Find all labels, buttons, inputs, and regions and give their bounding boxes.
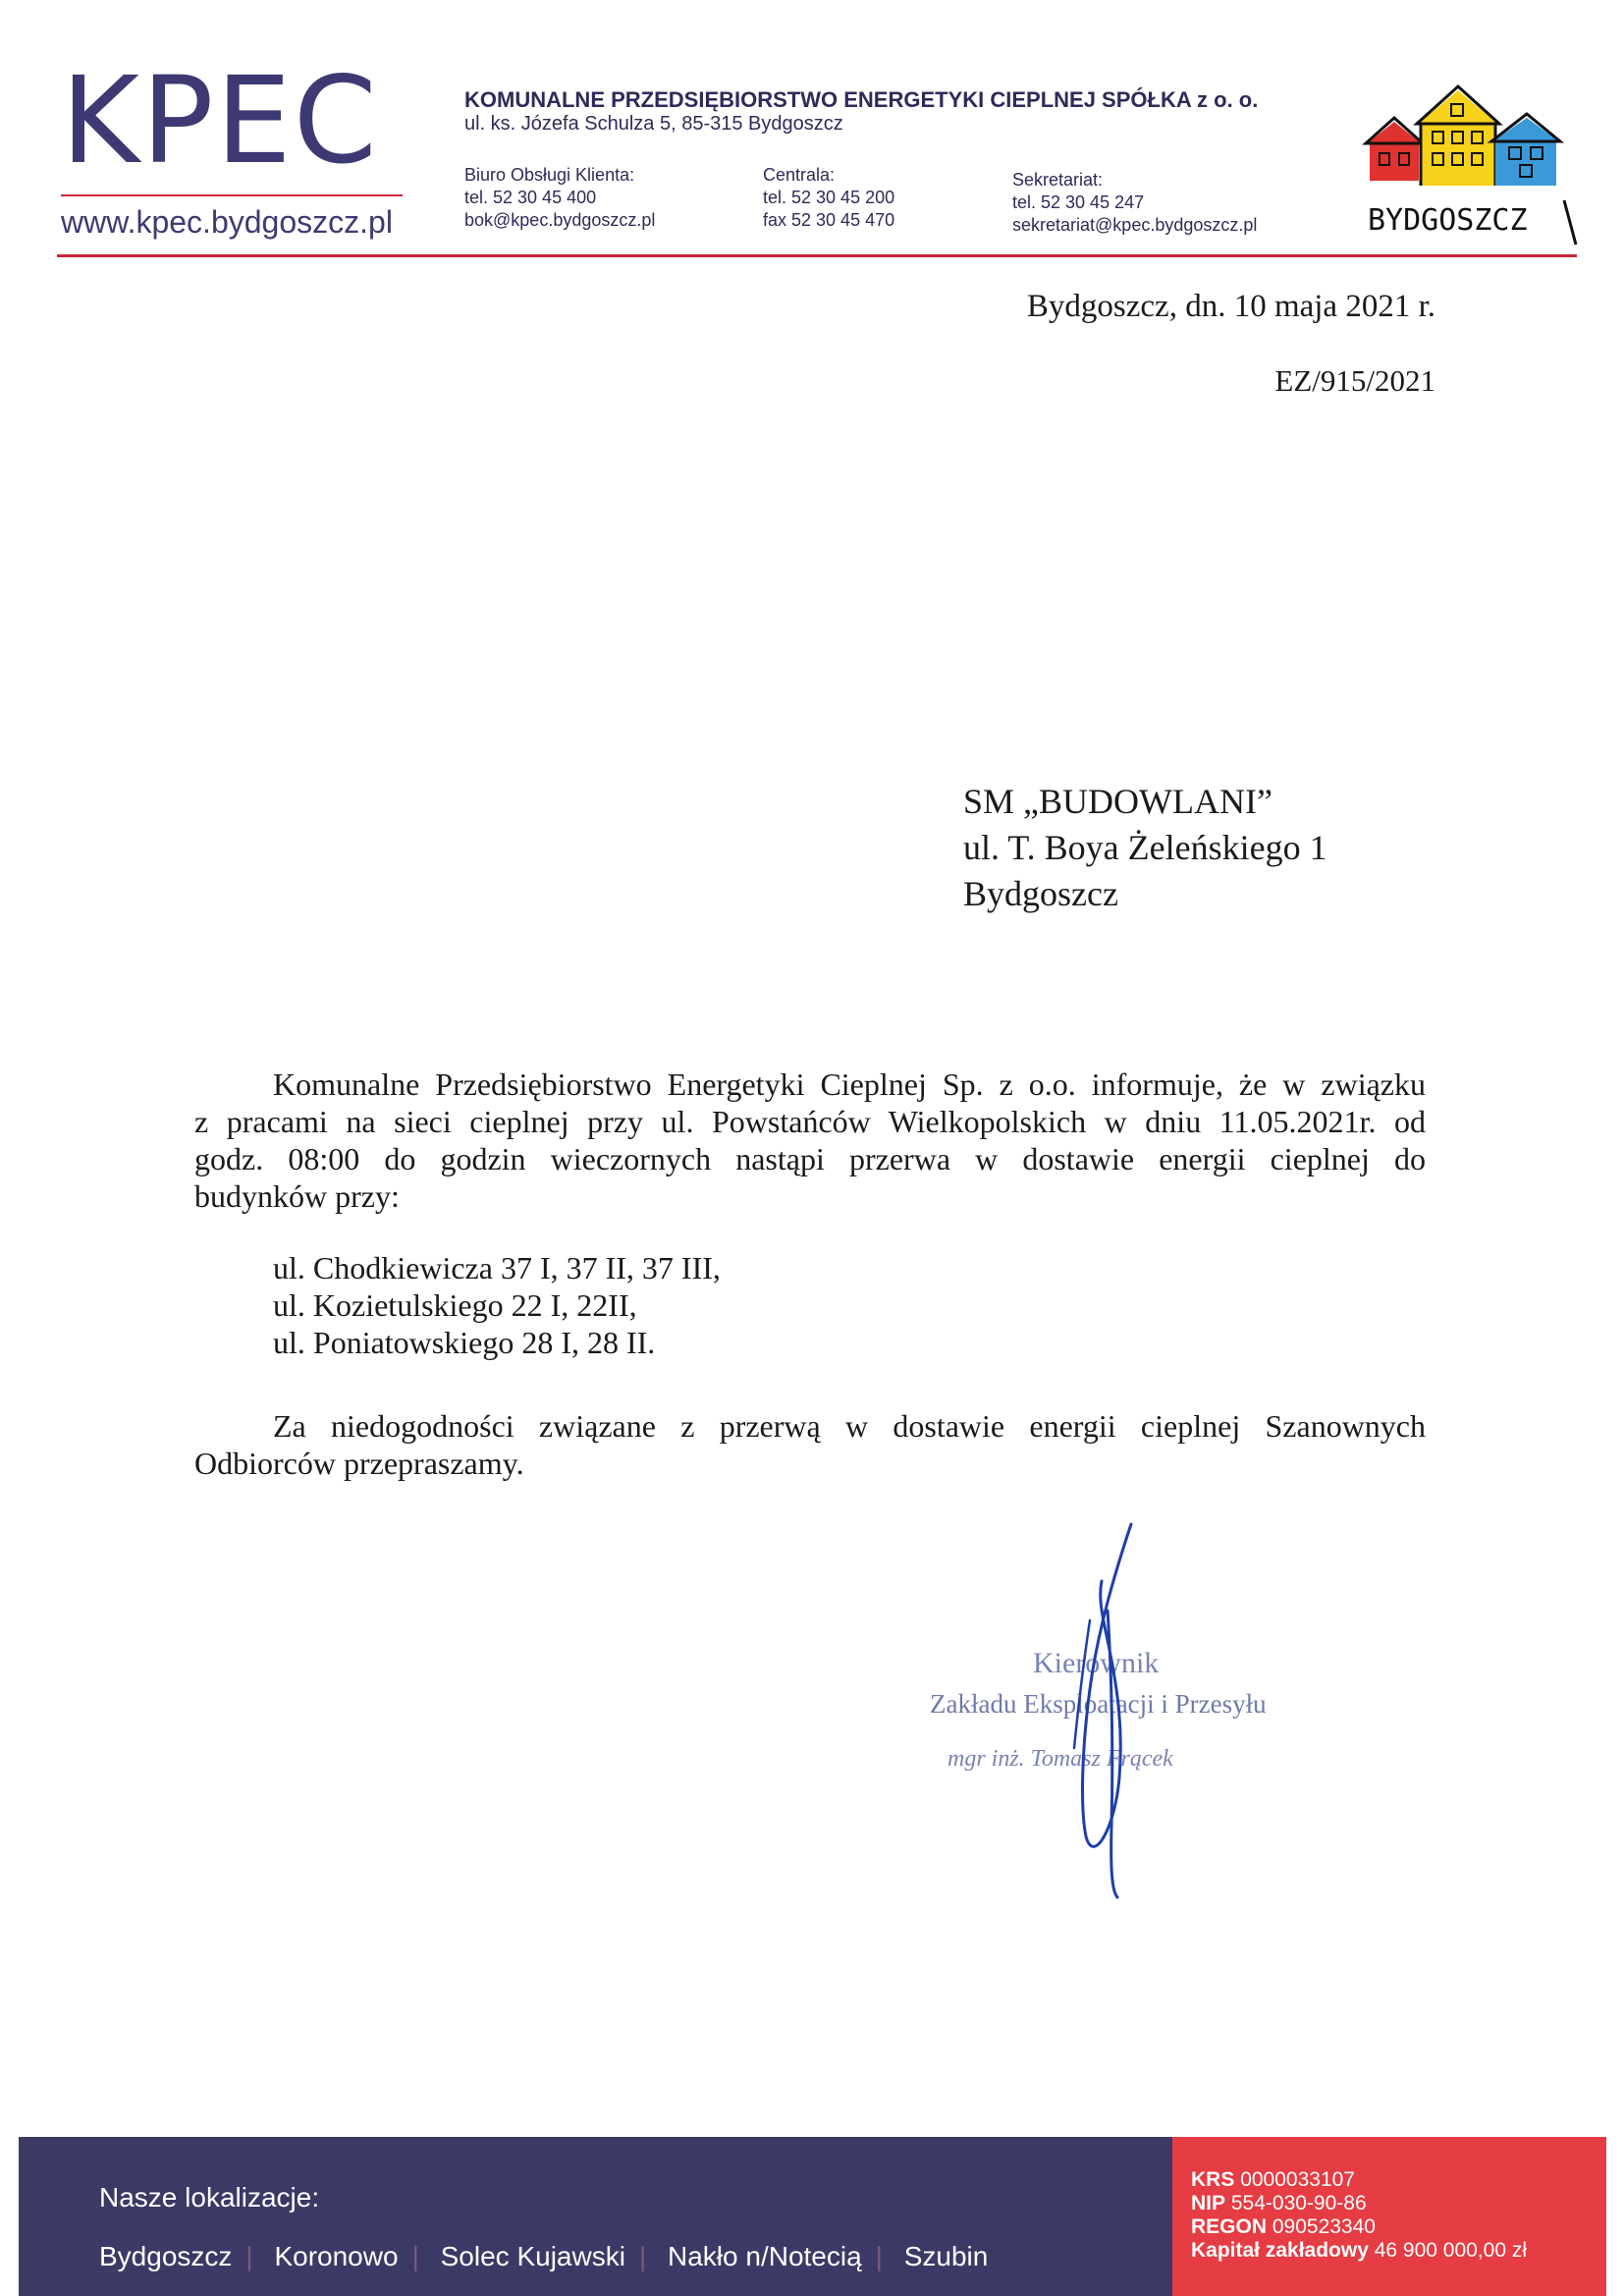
location-item: Bydgoszcz <box>99 2241 233 2271</box>
location-item: Nakło n/Notecią <box>668 2241 862 2271</box>
affected-addresses-list <box>273 1249 721 1361</box>
city-logo-text: BYDGOSZCZ <box>1368 203 1528 238</box>
registry-label: Kapitał zakładowy <box>1191 2239 1369 2262</box>
locations-list <box>99 2241 988 2272</box>
locations-title: Nasze lokalizacje: <box>99 2182 320 2213</box>
letter-date: Bydgoszcz, dn. 10 maja 2021 r. <box>1026 289 1435 324</box>
separator: | <box>875 2241 883 2271</box>
company-address: ul. ks. Józefa Schulza 5, 85-315 Bydgoszcz <box>464 113 843 135</box>
registry-nip <box>1191 2192 1527 2215</box>
location-item: Koronowo <box>274 2241 399 2271</box>
registry-label: NIP <box>1191 2192 1226 2214</box>
registry-value: 090523340 <box>1272 2215 1376 2238</box>
address-item: ul. Poniatowskiego 28 I, 28 II. <box>273 1325 656 1360</box>
paragraph-line: z pracami na sieci cieplnej przy ul. Powstańców Wielkopolskich w dniu 11.05.2021r. od <box>194 1104 1426 1139</box>
registry-regon <box>1191 2215 1527 2239</box>
recipient-name: SM „BUDOWLANI” <box>963 782 1272 821</box>
contact-email[interactable]: bok@kpec.bydgoszcz.pl <box>464 210 656 230</box>
recipient-block <box>963 779 1327 917</box>
recipient-street: ul. T. Boya Żeleńskiego 1 <box>963 828 1327 867</box>
address-item: ul. Chodkiewicza 37 I, 37 II, 37 III, <box>273 1250 721 1285</box>
registry-capital <box>1191 2239 1527 2263</box>
contact-switchboard <box>763 164 894 232</box>
letter-reference: EZ/915/2021 <box>1274 363 1435 398</box>
paragraph-line: godz. 08:00 do godzin wieczornych nastąpi przerwa w dostawie energii cieplnej do <box>194 1141 1426 1176</box>
contact-phone: tel. 52 30 45 400 <box>464 188 597 207</box>
stamp-department: Zakładu Eksploatacji i Przesyłu <box>930 1689 1267 1719</box>
separator: | <box>411 2241 419 2271</box>
address-item: ul. Kozietulskiego 22 I, 22II, <box>273 1287 637 1323</box>
red-house-icon <box>1366 118 1423 181</box>
handwritten-signature <box>1021 1512 1159 1905</box>
kpec-logo: KPEC <box>61 51 379 191</box>
contact-label: Centrala: <box>763 165 836 185</box>
paragraph-line: Odbiorców przepraszamy. <box>194 1446 524 1481</box>
yellow-house-icon <box>1417 86 1499 186</box>
contact-secretariat <box>1012 169 1257 237</box>
contact-fax: fax 52 30 45 470 <box>763 210 895 230</box>
registry-value: 0000033107 <box>1240 2168 1355 2191</box>
registry-label: KRS <box>1191 2168 1235 2191</box>
registry-krs <box>1191 2168 1527 2192</box>
stamp-person: mgr inż. Tomasz Frącek <box>947 1746 1173 1772</box>
contact-label: Sekretariat: <box>1012 170 1104 190</box>
contact-customer-office <box>464 164 655 232</box>
paragraph-line: Za niedogodności związane z przerwą w dostawie energii cieplnej Szanownych <box>273 1408 1426 1444</box>
recipient-city: Bydgoszcz <box>963 874 1118 913</box>
paragraph-line: Komunalne Przedsiębiorstwo Energetyki Cieplnej Sp. z o.o. informuje, że w związku <box>273 1066 1426 1102</box>
contact-phone: tel. 52 30 45 200 <box>763 188 895 207</box>
company-name: KOMUNALNE PRZEDSIĘBIORSTWO ENERGETYKI CIEPLNEJ SPÓŁKA z o. o. <box>464 87 1259 112</box>
contact-label: Biuro Obsługi Klienta: <box>464 165 635 185</box>
contact-phone: tel. 52 30 45 247 <box>1012 192 1145 212</box>
location-item: Szubin <box>903 2241 989 2271</box>
separator: | <box>638 2241 647 2271</box>
registry-info <box>1191 2168 1527 2263</box>
stamp-title: Kierownik <box>1033 1647 1160 1679</box>
paragraph-line: budynków przy: <box>194 1178 400 1214</box>
contact-email[interactable]: sekretariat@kpec.bydgoszcz.pl <box>1012 215 1258 235</box>
separator: | <box>245 2241 253 2271</box>
website-link[interactable]: www.kpec.bydgoszcz.pl <box>61 204 393 240</box>
registry-value: 46 900 000,00 zł <box>1374 2239 1528 2262</box>
logo-divider <box>61 194 403 196</box>
location-item: Solec Kujawski <box>440 2241 625 2271</box>
apology-paragraph <box>194 1407 1426 1482</box>
header-divider <box>57 254 1577 257</box>
bydgoszcz-city-logo <box>1360 82 1586 249</box>
registry-value: 554-030-90-86 <box>1230 2192 1367 2214</box>
registry-label: REGON <box>1191 2215 1268 2238</box>
notice-paragraph <box>194 1066 1426 1215</box>
